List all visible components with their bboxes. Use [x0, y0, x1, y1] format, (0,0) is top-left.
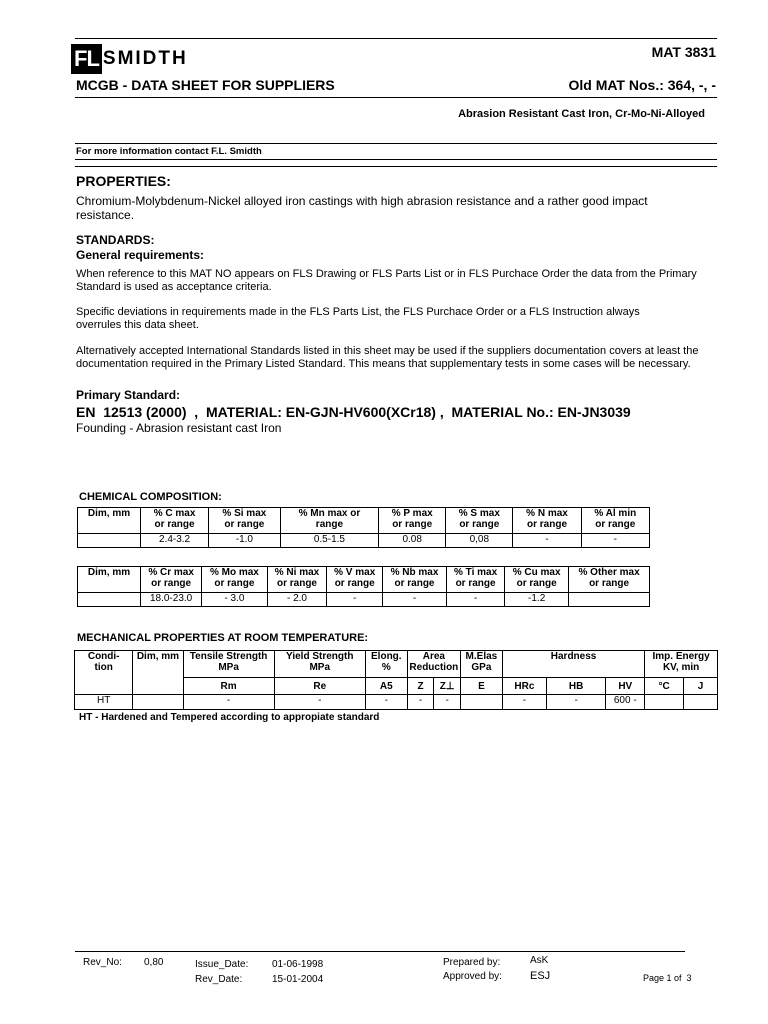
approved-by-value: ESJ: [530, 970, 551, 982]
primary-standard-heading: Primary Standard:: [76, 388, 181, 402]
chem2-cell: -: [383, 593, 447, 607]
contact-line: For more information contact F.L. Smidth: [76, 146, 262, 157]
mech-header-tensile: Tensile Strength MPa: [183, 651, 274, 678]
primary-standard-line: EN 12513 (2000) , MATERIAL: EN-GJN-HV600(XCr18) , MATERIAL No.: EN-JN3039: [76, 404, 631, 420]
subtitle-rule: [75, 143, 717, 144]
footer-rule: [75, 951, 685, 952]
header-rule: [75, 97, 717, 98]
chem1-header: % Al min or range: [581, 508, 649, 534]
mech-header-melas: M.Elas GPa: [460, 651, 502, 678]
prepared-by-value: AsK: [530, 955, 549, 966]
mech-subheader: °C: [645, 678, 684, 695]
mech-subheader: HV: [606, 678, 645, 695]
chem1-header: % P max or range: [379, 508, 446, 534]
chem2-cell: - 3.0: [202, 593, 267, 607]
mech-subheader: Z: [407, 678, 434, 695]
mech-cell: HT: [75, 695, 133, 710]
chem1-header: % N max or range: [513, 508, 581, 534]
rev-date-label: Rev_Date:: [195, 974, 243, 985]
chem2-cell: 18.0-23.0: [141, 593, 202, 607]
mech-header-elong: Elong. %: [365, 651, 407, 678]
material-subtitle: Abrasion Resistant Cast Iron, Cr-Mo-Ni-Alloyed: [458, 108, 705, 120]
mech-cell: -: [183, 695, 274, 710]
chem1-cell: 0,08: [446, 534, 513, 548]
chemical-table-1: [77, 507, 650, 548]
chem2-header: % V max or range: [327, 567, 383, 593]
issue-date-value: 01-06-1998: [272, 959, 324, 970]
chem1-cell: [78, 534, 141, 548]
chem2-header: % Cr max or range: [141, 567, 202, 593]
mat-number: MAT 3831: [651, 44, 716, 60]
mechanical-note: HT - Hardened and Tempered according to appropiate standard: [79, 712, 380, 723]
mech-cell: -: [365, 695, 407, 710]
chem2-header: % Ti max or range: [446, 567, 504, 593]
mech-header-area: Area Reduction: [407, 651, 460, 678]
mech-cell: [460, 695, 502, 710]
mech-cell: -: [407, 695, 434, 710]
mechanical-properties-heading: MECHANICAL PROPERTIES AT ROOM TEMPERATURE:: [77, 632, 369, 644]
mech-header-condition: Condi- tion: [75, 651, 133, 695]
chemical-table-2: [77, 566, 650, 607]
mech-subheader: Z⊥: [434, 678, 461, 695]
standards-paragraph-3: Alternatively accepted International Standards listed in this sheet may be used if the suppliers documentation covers at least the documentation required in the Primary Listed Standard. This means that supplementary tests in some cases will be necessary.: [76, 345, 699, 370]
old-mat-numbers: Old MAT Nos.: 364, -, -: [568, 77, 716, 93]
mech-cell: [684, 695, 718, 710]
chem1-header: % Si max or range: [209, 508, 281, 534]
chemical-composition-heading: CHEMICAL COMPOSITION:: [79, 491, 222, 503]
chem2-header: % Cu max or range: [505, 567, 569, 593]
chem1-cell: 0.5-1.5: [280, 534, 379, 548]
chem2-cell: - 2.0: [267, 593, 327, 607]
chem1-header: Dim, mm: [78, 508, 141, 534]
prepared-by-label: Prepared by:: [443, 957, 501, 968]
company-logo: [71, 42, 188, 76]
mech-subheader: J: [684, 678, 718, 695]
mech-header-dim: Dim, mm: [133, 651, 183, 695]
contact-rule-2: [75, 166, 717, 167]
mech-subheader: A5: [365, 678, 407, 695]
mech-header-hardness: Hardness: [502, 651, 644, 678]
chem1-cell: 2.4-3.2: [141, 534, 209, 548]
mech-header-impact: Imp. Energy KV, min: [645, 651, 718, 678]
rev-no-label: Rev_No:: [83, 957, 122, 968]
chem2-header: % Nb max or range: [383, 567, 447, 593]
page-number: Page 1 of 3: [643, 973, 692, 983]
general-requirements-heading: General requirements:: [76, 248, 205, 262]
properties-heading: PROPERTIES:: [76, 173, 171, 189]
mech-header-yield: Yield Strength MPa: [274, 651, 365, 678]
issue-date-label: Issue_Date:: [195, 959, 249, 970]
chem1-cell: -: [513, 534, 581, 548]
mechanical-table: [74, 650, 718, 710]
mech-cell: -: [434, 695, 461, 710]
contact-rule-1: [75, 159, 717, 160]
mech-subheader: E: [460, 678, 502, 695]
primary-standard-description: Founding - Abrasion resistant cast Iron: [76, 421, 282, 435]
mech-cell: [133, 695, 183, 710]
standards-paragraph-2: Specific deviations in requirements made in the FLS Parts List, the FLS Purchace Order or a FLS Instruction always overrules this data sheet.: [76, 306, 640, 331]
logo-smidth: SMIDTH: [102, 48, 188, 69]
chem2-cell: -1.2: [505, 593, 569, 607]
properties-text: Chromium-Molybdenum-Nickel alloyed iron castings with high abrasion resistance and a rather good impact resistance.: [76, 194, 648, 222]
chem1-header: % C max or range: [141, 508, 209, 534]
chem2-cell: -: [327, 593, 383, 607]
mech-subheader: Rm: [183, 678, 274, 695]
chem1-cell: 0.08: [379, 534, 446, 548]
mech-cell: -: [546, 695, 605, 710]
rev-date-value: 15-01-2004: [272, 974, 324, 985]
chem2-header: % Mo max or range: [202, 567, 267, 593]
chem1-header: % Mn max or range: [280, 508, 379, 534]
chem2-header: % Other max or range: [569, 567, 650, 593]
chem2-cell: [78, 593, 141, 607]
mech-subheader: HRc: [502, 678, 546, 695]
chem2-cell: -: [446, 593, 504, 607]
mech-cell: [645, 695, 684, 710]
top-rule: [75, 38, 717, 39]
mech-subheader: HB: [546, 678, 605, 695]
chem2-header: % Ni max or range: [267, 567, 327, 593]
mech-cell: -: [502, 695, 546, 710]
logo-fl: FL: [71, 44, 102, 74]
mech-cell: 600 -: [606, 695, 645, 710]
document-title: MCGB - DATA SHEET FOR SUPPLIERS: [76, 77, 335, 93]
rev-no-value: 0,80: [144, 957, 164, 968]
chem1-cell: -1.0: [209, 534, 281, 548]
approved-by-label: Approved by:: [443, 971, 502, 982]
chem2-header: Dim, mm: [78, 567, 141, 593]
chem2-cell: [569, 593, 650, 607]
standards-heading: STANDARDS:: [76, 233, 155, 247]
chem1-cell: -: [581, 534, 649, 548]
mech-subheader: Re: [274, 678, 365, 695]
standards-paragraph-1: When reference to this MAT NO appears on FLS Drawing or FLS Parts List or in FLS Purchace Order the data from the Primary Standard is used as acceptance criteria.: [76, 268, 697, 293]
chem1-header: % S max or range: [446, 508, 513, 534]
mech-cell: -: [274, 695, 365, 710]
